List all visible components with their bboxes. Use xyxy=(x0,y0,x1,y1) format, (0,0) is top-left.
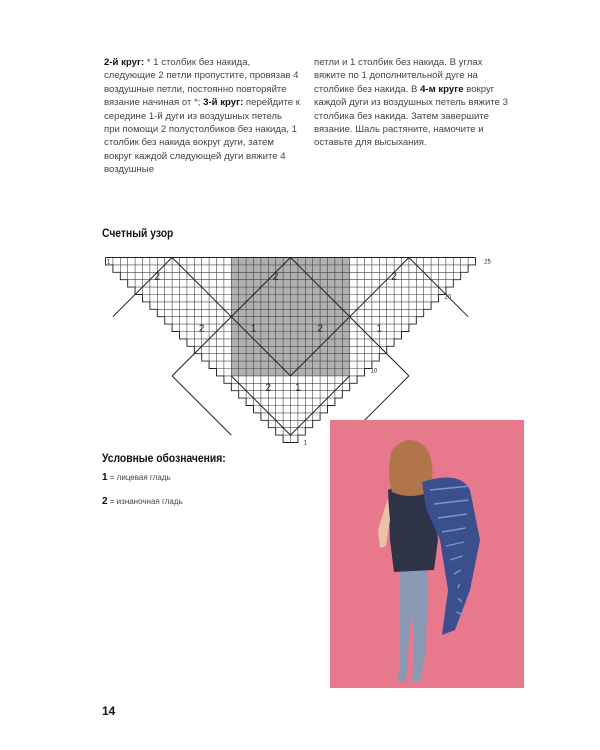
chart-symbol-2-d: 2 xyxy=(198,323,205,335)
right-run-0: петли и 1 столбик без накида. В углах вяжите по 1 дополнительной дуге на столбике без накида. В xyxy=(314,57,483,95)
left-run-1: * 1 столбик без накида, следующие 2 петли пропустите, провязав 4 воздушные петли, постоянно повторяйте вязание начиная от *; xyxy=(104,57,299,109)
row-label-10: 10 xyxy=(370,368,378,375)
page-number: 14 xyxy=(102,704,116,718)
left-run-2: 3-й круг: xyxy=(203,97,244,109)
row-start-label: 1 xyxy=(106,259,111,266)
left-run-3: перейдите к середине 1-й дуги из воздушных петель при помощи 2 полустолбиков без накида, 1 столбик без накида вокруг дуги, затем вокруг каждой следующей дуги вяжите 4 воздушные xyxy=(104,97,300,176)
legend-item-1 xyxy=(102,472,171,483)
chart-symbol-1-b: 1 xyxy=(376,323,383,335)
right-run-1: 4-м круге xyxy=(420,83,464,95)
row-label-20: 20 xyxy=(444,294,452,301)
legend-text-1: = лицевая гладь xyxy=(107,473,171,482)
legend-symbol-1: 1 xyxy=(102,472,108,483)
right-run-2: вокруг каждой дуги из воздушных петель вяжите 3 столбика без накида. Затем завершите вязание. Шаль растяните, намочите и оставьте для высыхания. xyxy=(314,83,508,149)
model-photo xyxy=(330,420,524,688)
left-run-0: 2-й круг: xyxy=(104,57,145,68)
legend-text-2: = изнаночная гладь xyxy=(107,497,183,506)
legend-item-2 xyxy=(102,496,183,507)
chart-symbol-2-c: 2 xyxy=(391,271,397,283)
chart-symbol-2-f: 2 xyxy=(265,382,272,394)
chart-symbol-2-a: 2 xyxy=(154,271,161,283)
legend-heading: Условные обозначения: xyxy=(102,451,226,465)
chart-symbol-1-a: 1 xyxy=(250,323,257,335)
chart-symbol-1-c: 1 xyxy=(295,382,301,394)
chart-symbol-2-b: 2 xyxy=(272,271,279,283)
row-label-25: 25 xyxy=(484,259,491,266)
legend-symbol-2: 2 xyxy=(102,496,108,507)
row-label-1: 1 xyxy=(303,440,307,447)
chart-symbol-2-e: 2 xyxy=(317,323,323,335)
chart-grid xyxy=(106,258,476,443)
chart-heading: Счетный узор xyxy=(102,226,174,240)
chart-diagonal-6 xyxy=(172,376,231,435)
